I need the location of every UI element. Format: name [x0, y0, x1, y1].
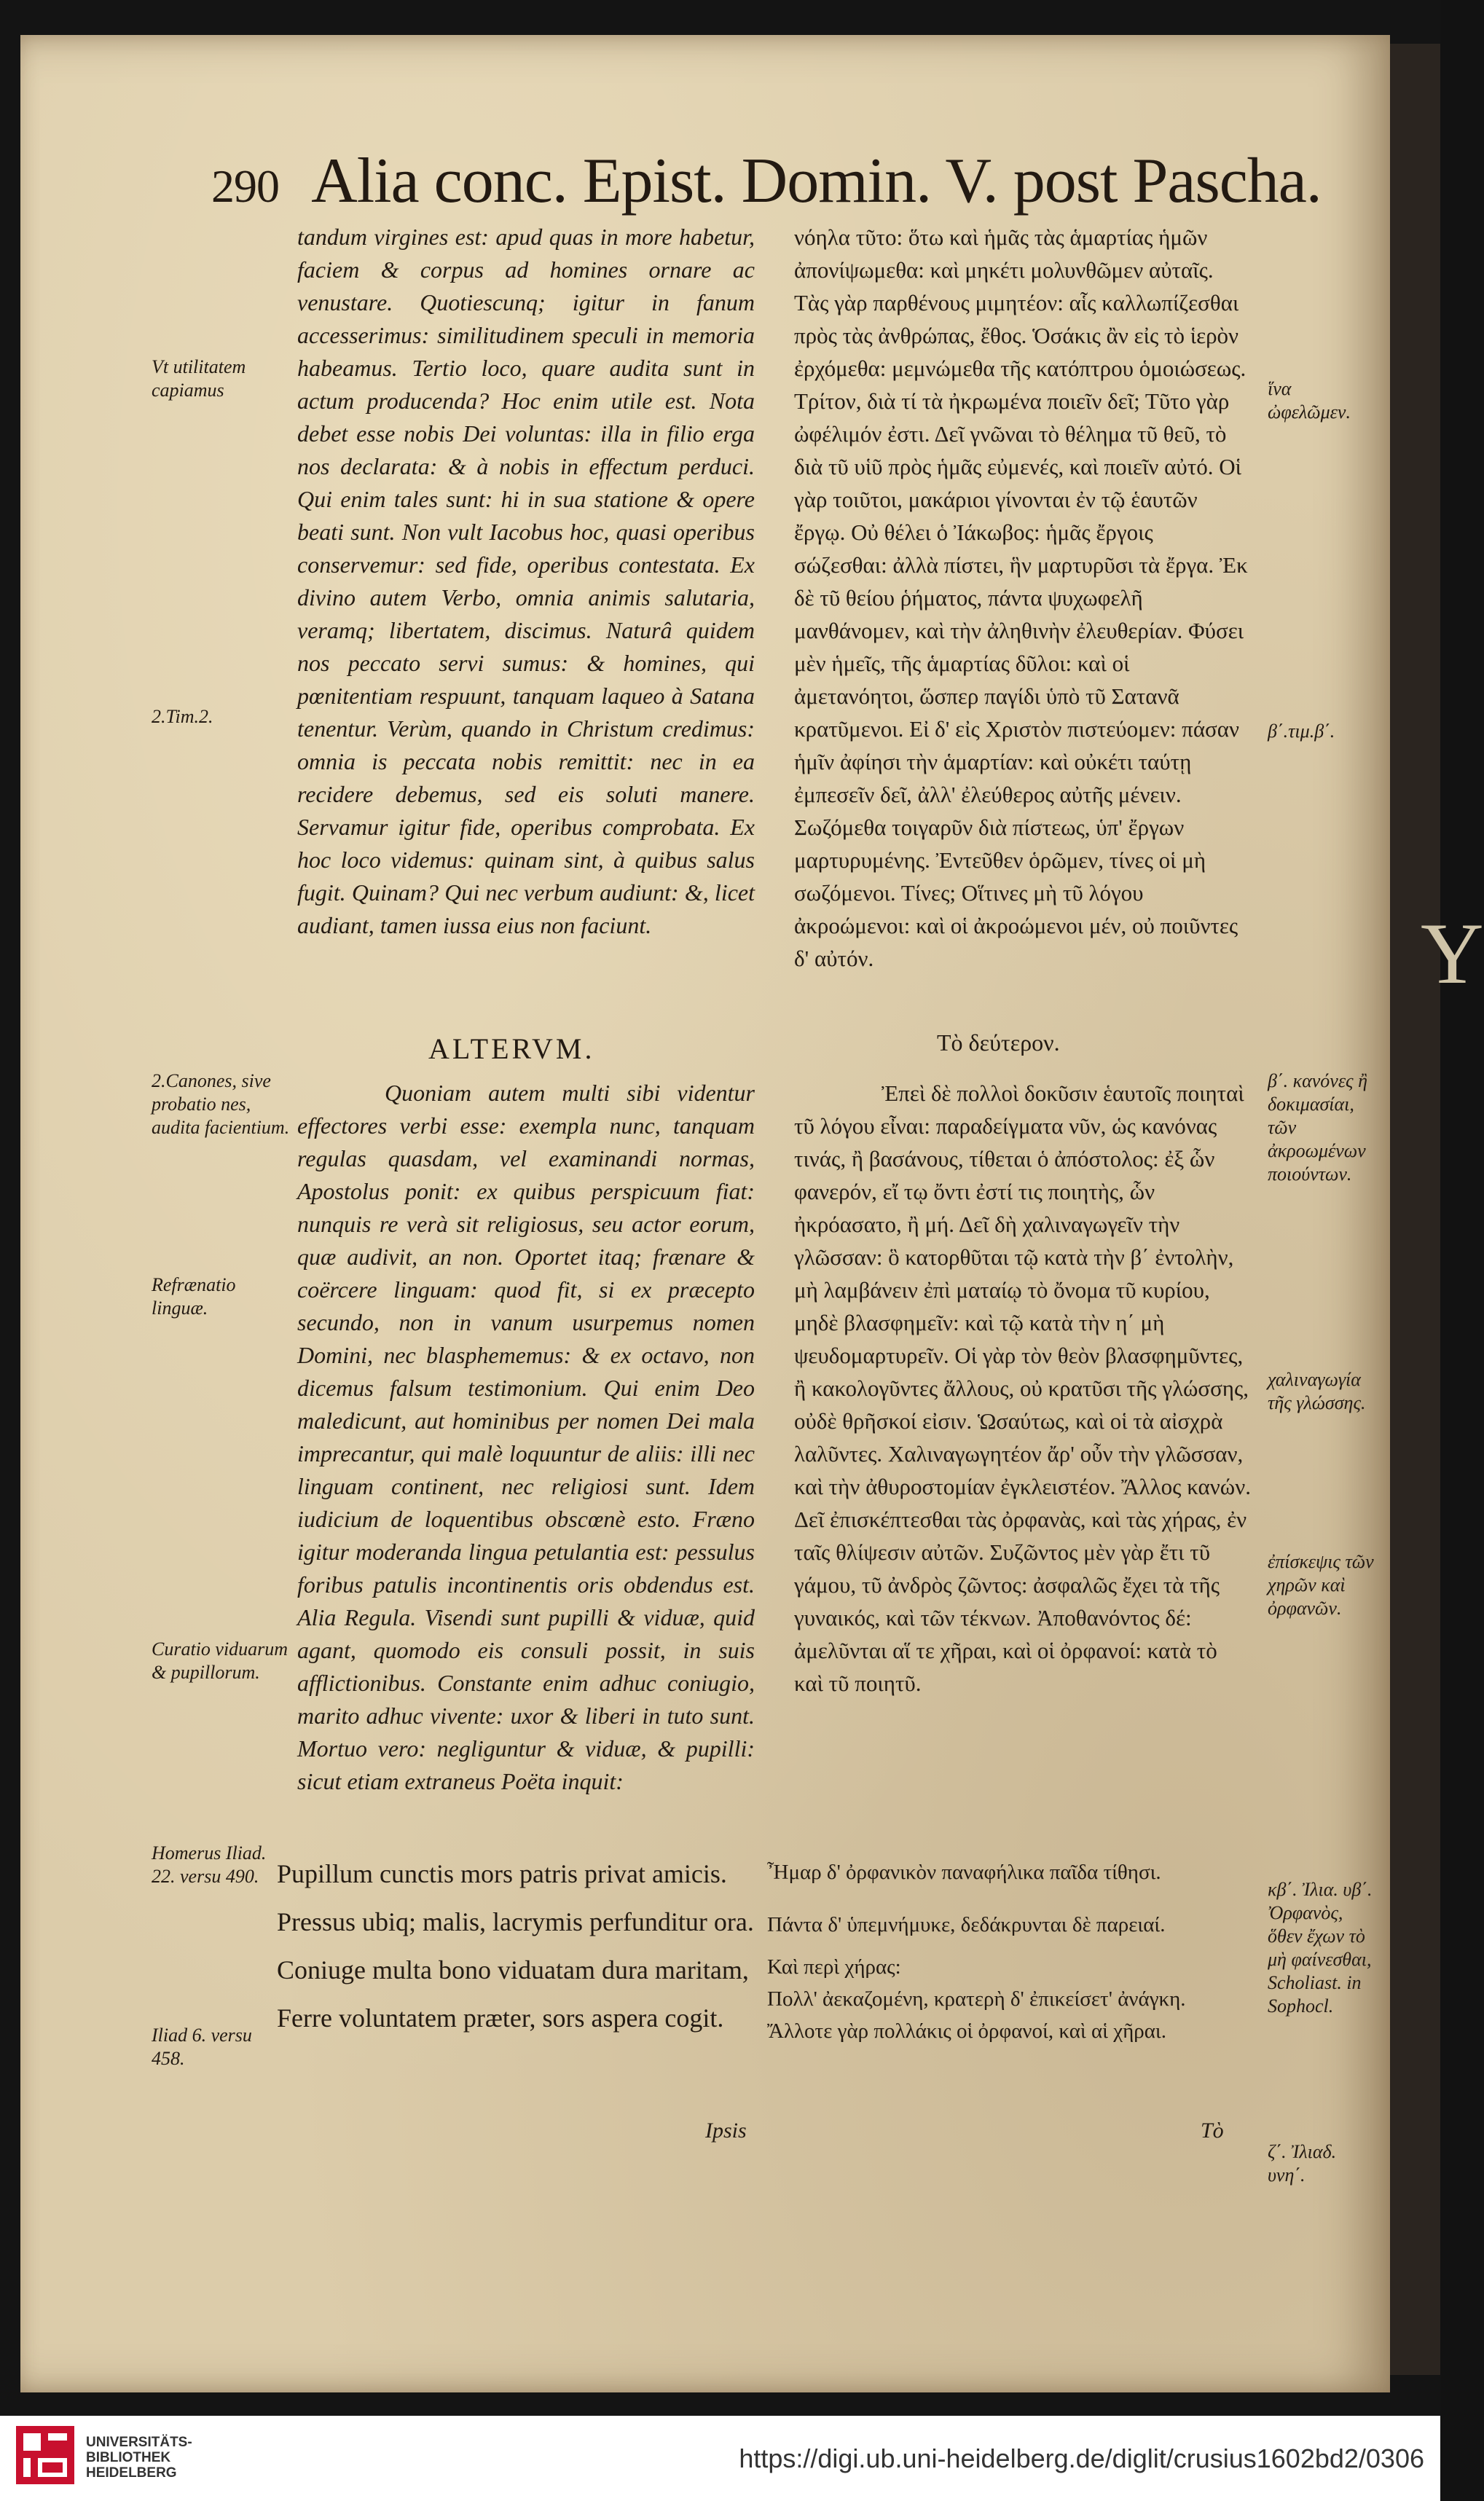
verse-line: Ferre voluntatem præter, sors aspera cogit. [277, 2003, 724, 2033]
verse-line: Pressus ubiq; malis, lacrymis perfunditur ora. [277, 1907, 754, 1936]
verse-line: Pupillum cunctis mors patris privat amicis. [277, 1859, 727, 1888]
verse-line: Coniuge multa bono viduatam dura maritam, [277, 1955, 749, 1984]
margin-note-left: Curatio viduarum & pupillorum. [152, 1638, 288, 1683]
library-logo-icon [16, 2426, 74, 2484]
latin-column-part2 [297, 1077, 755, 1798]
catchword-greek: Τὸ [1201, 2119, 1224, 2143]
latin-column-part1 [297, 221, 755, 942]
verse-latin-block [277, 1856, 787, 2035]
margin-note-right: ἐπίσκεψις τῶν χηρῶν καὶ ὀρφανῶν. [1268, 1551, 1374, 1619]
facing-page-edge [1390, 44, 1440, 2375]
source-url[interactable]: https://digi.ub.uni-heidelberg.de/diglit/crusius1602bd2/0306 [739, 2443, 1424, 2473]
margin-note-right: κβ΄. Ἰλια. υβ΄. Ὀρφανὸς, ὅθεν ἔχων τὸ μὴ φαίνεσθαι, Scholiast. in Sophocl. [1268, 1879, 1373, 2017]
margin-note-left: Refrænatio linguæ. [152, 1274, 236, 1319]
library-logo-text: UNIVERSITÄTS- BIBLIOTHEK HEIDELBERG [86, 2435, 192, 2481]
margin-note-left: 2.Canones, sive probatio nes, audita facientium. [152, 1070, 290, 1138]
latin-paragraph: Quoniam autem multi sibi videntur effectores verbi esse: exempla nunc, tanquam regulas quasdam, vel examinandi normas, Apostolus ponit: ex quibus perspicuum fiat: nunquis re verà sit religiosus, seu actor eorum, quæ audivit, an non. Oportet itaq; frænare & coërcere linguam: quod fit, si ex præcepto secundo, non in vanum usurpemus nomen Domini, nec blasphememus: & ex octavo, non dicemus falsum testimonium. Qui enim Deo maledicunt, aut hominibus per nomen Dei mala imprecantur, qui malè loquuntur de aliis: illi nec linguam continent, nec religiosi sunt. Idem iudicium de loquentibus obscœnè esto. Fræno igitur moderanda lingua petulantia est: pessulus foribus patulis incontinentis oris obdendus est. Alia Regula. Visendi sunt pupilli & viduæ, quid agant, quomodo eis consuli possit, in suis afflictionibus. Constante enim adhuc coniugio, marito adhuc vivente: uxor & liberi in tuto sunt. Mortuo vero: negliguntur & viduæ, & pupilli: sicut etiam extraneus Poëta inquit: [297, 1080, 755, 1794]
section-heading-greek: Τὸ δεύτερον. [937, 1029, 1060, 1056]
greek-paragraph: Ἐπεὶ δὲ πολλοὶ δοκῦσιν ἑαυτοῖς ποιηταὶ τῦ λόγου εἶναι: παραδείγματα νῦν, ὡς κανόνας τινάς, ἢ βασάνους, τίθεται ὁ ἀπόστολος: ἐξ ὧν φανερόν, εἴ τῳ ὄντι ἐστί τις ποιητὴς, ὧν ἠκρόασατο, ἢ μή. Δεῖ δὴ χαλιναγωγεῖν τὴν γλῶσσαν: ὃ κατορθῦται τῷ κατὰ τὴν β΄ ἐντολὴν, μὴ λαμβάνειν ἐπὶ ματαίῳ τὸ ὄνομα τῦ κυρίου, μηδὲ βλασφημεῖν: καὶ τῷ κατὰ τὴν η΄ μὴ ψευδομαρτυρεῖν. Οἱ γὰρ τὸν θεὸν βλασφημῦντες, ἢ κακολογῦντες ἄλλους, οὐ κρατῦσι τῆς γλώσσης, οὐδὲ θρῆσκοί εἰσιν. Ὡσαύτως, καὶ οἱ τὰ αἰσχρὰ λαλῦντες. Χαλιναγωγητέον ἄρ' οὖν τὴν γλῶσσαν, καὶ τὴν ἀθυροστομίαν ἐγκλειστέον. Ἄλλος κανών. Δεῖ ἐπισκέπτεσθαι τὰς ὀρφανὰς, καὶ τὰς χήρας, ἐν ταῖς θλίψεσιν αὐτῶν. Συζῶντος μὲν γὰρ ἔτι τῦ γάμου, τῦ ἀνδρὸς ζῶντος: ἀσφαλῶς ἔχει τὰ τῆς γυναικός, καὶ τῶν τέκνων. Ἀποθανόντος δέ: ἀμελῦνται αἵ τε χῆραι, καὶ οἱ ὀρφανοί: κατὰ τὸ καὶ τῦ ποιητῦ. [794, 1080, 1251, 1696]
verse-line: Ἦμαρ δ' ὀρφανικὸν παναφήλικα παῖδα τίθησι. [767, 1861, 1161, 1884]
margin-note-right: ζ΄. Ἰλιαδ. υνη΄. [1268, 2141, 1337, 2186]
greek-paragraph: νόηλα τῦτο: ὅτω καὶ ἡμᾶς τὰς ἁμαρτίας ἡμῶν ἀπονίψωμεθα: καὶ μηκέτι μολυνθῶμεν αὐταῖς. Τὰς γὰρ παρθένους μιμητέον: αἷς καλλωπίζεσθαι πρὸς τὰς ἀνθρώπας, ἔθος. Ὁσάκις ἂν εἰς τὸ ἱερὸν ἐρχόμεθα: μεμνώμεθα τῆς κατόπτρου ὁμοιώσεως. Τρίτον, διὰ τί τὰ ἠκρωμένα ποιεῖν δεῖ; Τῦτο γὰρ ὠφέλιμόν ἐστι. Δεῖ γνῶναι τὸ θέλημα τῦ θεῦ, τὸ διὰ τῦ υἱῦ πρὸς ἡμᾶς εὐμενές, καὶ ποιεῖν αὐτό. Οἱ γὰρ τοιῦτοι, μακάριοι γίνονται ἐν τῷ ἑαυτῶν ἔργῳ. Οὐ θέλει ὁ Ἰάκωβος: ἡμᾶς ἔργοις σώζεσθαι: ἀλλὰ πίστει, ἣν μαρτυρῦσι τὰ ἔργα. Ἐκ δὲ τῦ θείου ῥήματος, πάντα ψυχωφελῆ μανθάνομεν, καὶ τὴν ἀληθινὴν ἐλευθερίαν. Φύσει μὲν ἡμεῖς, τῆς ἁμαρτίας δῦλοι: καὶ οἱ ἀμετανόητοι, ὥσπερ παγίδι ὑπὸ τῦ Σατανᾶ κρατῦμενοι. Εἰ δ' εἰς Χριστὸν πιστεύομεν: πάσαν ἡμῖν ἀφίησι τὴν ἁμαρτίαν: καὶ οὐκέτι ταύτῃ ἐμπεσεῖν δεῖ, ἀλλ' ἐλεύθερος αὐτῆς μένειν. Σωζόμεθα τοιγαρῦν διὰ πίστεως, ὑπ' ἔργων μαρτυρυμένης. Ἐντεῦθεν ὁρῶμεν, τίνες οἱ μὴ σωζόμενοι. Τίνες; Οἵτινες μὴ τῦ λόγου ἀκροώμενοι: καὶ οἱ ἀκροώμενοι μέν, οὐ ποιῦντες δ' αὐτόν. [794, 224, 1248, 971]
margin-note-right: β΄.τιμ.β΄. [1268, 721, 1335, 742]
running-head [211, 144, 1322, 218]
margin-note-left: Vt utilitatem capiamus [152, 356, 246, 401]
page-title: Alia conc. Epist. Domin. V. post Pascha. [311, 146, 1322, 216]
margin-note-right: ἵνα ὠφελῶμεν. [1268, 378, 1351, 423]
greek-column-part1 [794, 221, 1252, 975]
margin-note-left: Iliad 6. versu 458. [152, 2025, 252, 2069]
page-number: 290 [211, 160, 279, 212]
greek-column-part2 [794, 1077, 1252, 1700]
margin-note-left: 2.Tim.2. [152, 706, 213, 727]
margin-note-left: Homerus Iliad. 22. versu 490. [152, 1842, 267, 1887]
catchword-latin: Ipsis [705, 2119, 747, 2143]
facing-page-initial: Y [1421, 905, 1484, 1002]
latin-paragraph: tandum virgines est: apud quas in more habetur, faciem & corpus ad homines ornare ac venustare. Quotiescunq; igitur in fanum accesserimus: similitudinem speculi in memoria habeamus. Tertio loco, quare audita sunt in actum producenda? Hoc enim utile est. Nota debet esse nobis Dei voluntas: illa in filio erga nos declarata: & à nobis in effectum perduci. Qui enim tales sunt: hi in sua statione & opere beati sunt. Non vult Iacobus hoc, quasi operibus conservemur: sed fide, operibus contestata. Ex divino autem Verbo, omnia animis salutaria, veramq; libertatem, discimus. Naturâ quidem nos peccato servi sumus: & homines, qui pœnitentiam respuunt, tanquam laqueo à Satana tenentur. Verùm, quando in Christum credimus: omnia is peccata nobis remittit: nec in ea recidere debemus, sed eis soluti manere. Servamur igitur fide, operibus comprobata. Ex hoc loco videmus: quinam sint, à quibus salus fugit. Quinam? Qui nec verbum audiunt: &, licet audiant, tamen iussa eius non faciunt. [297, 224, 755, 938]
book-page [20, 35, 1390, 2392]
verse-line: Καὶ περὶ χήρας: [767, 1955, 901, 1979]
verse-line: Πολλ' ἀεκαζομένη, κρατερὴ δ' ἐπικείσετ' ἀνάγκη. [767, 1987, 1186, 2011]
margin-note-right: β΄. κανόνες ἢ δοκιμασίαι, τῶν ἀκροωμένων ποιούντων. [1268, 1070, 1368, 1185]
verse-greek-block [767, 1856, 1270, 2047]
verse-line: Πάντα δ' ὑπεμνήμυκε, δεδάκρυνται δὲ παρειαί. [767, 1913, 1166, 1936]
verse-line: Ἄλλοτε γὰρ πολλάκις οἱ ὀρφανοί, καὶ αἱ χῆραι. [767, 2019, 1166, 2043]
section-heading-latin: ALTERVM. [428, 1032, 595, 1065]
margin-note-right: χαλιναγωγία τῆς γλώσσης. [1268, 1369, 1366, 1413]
